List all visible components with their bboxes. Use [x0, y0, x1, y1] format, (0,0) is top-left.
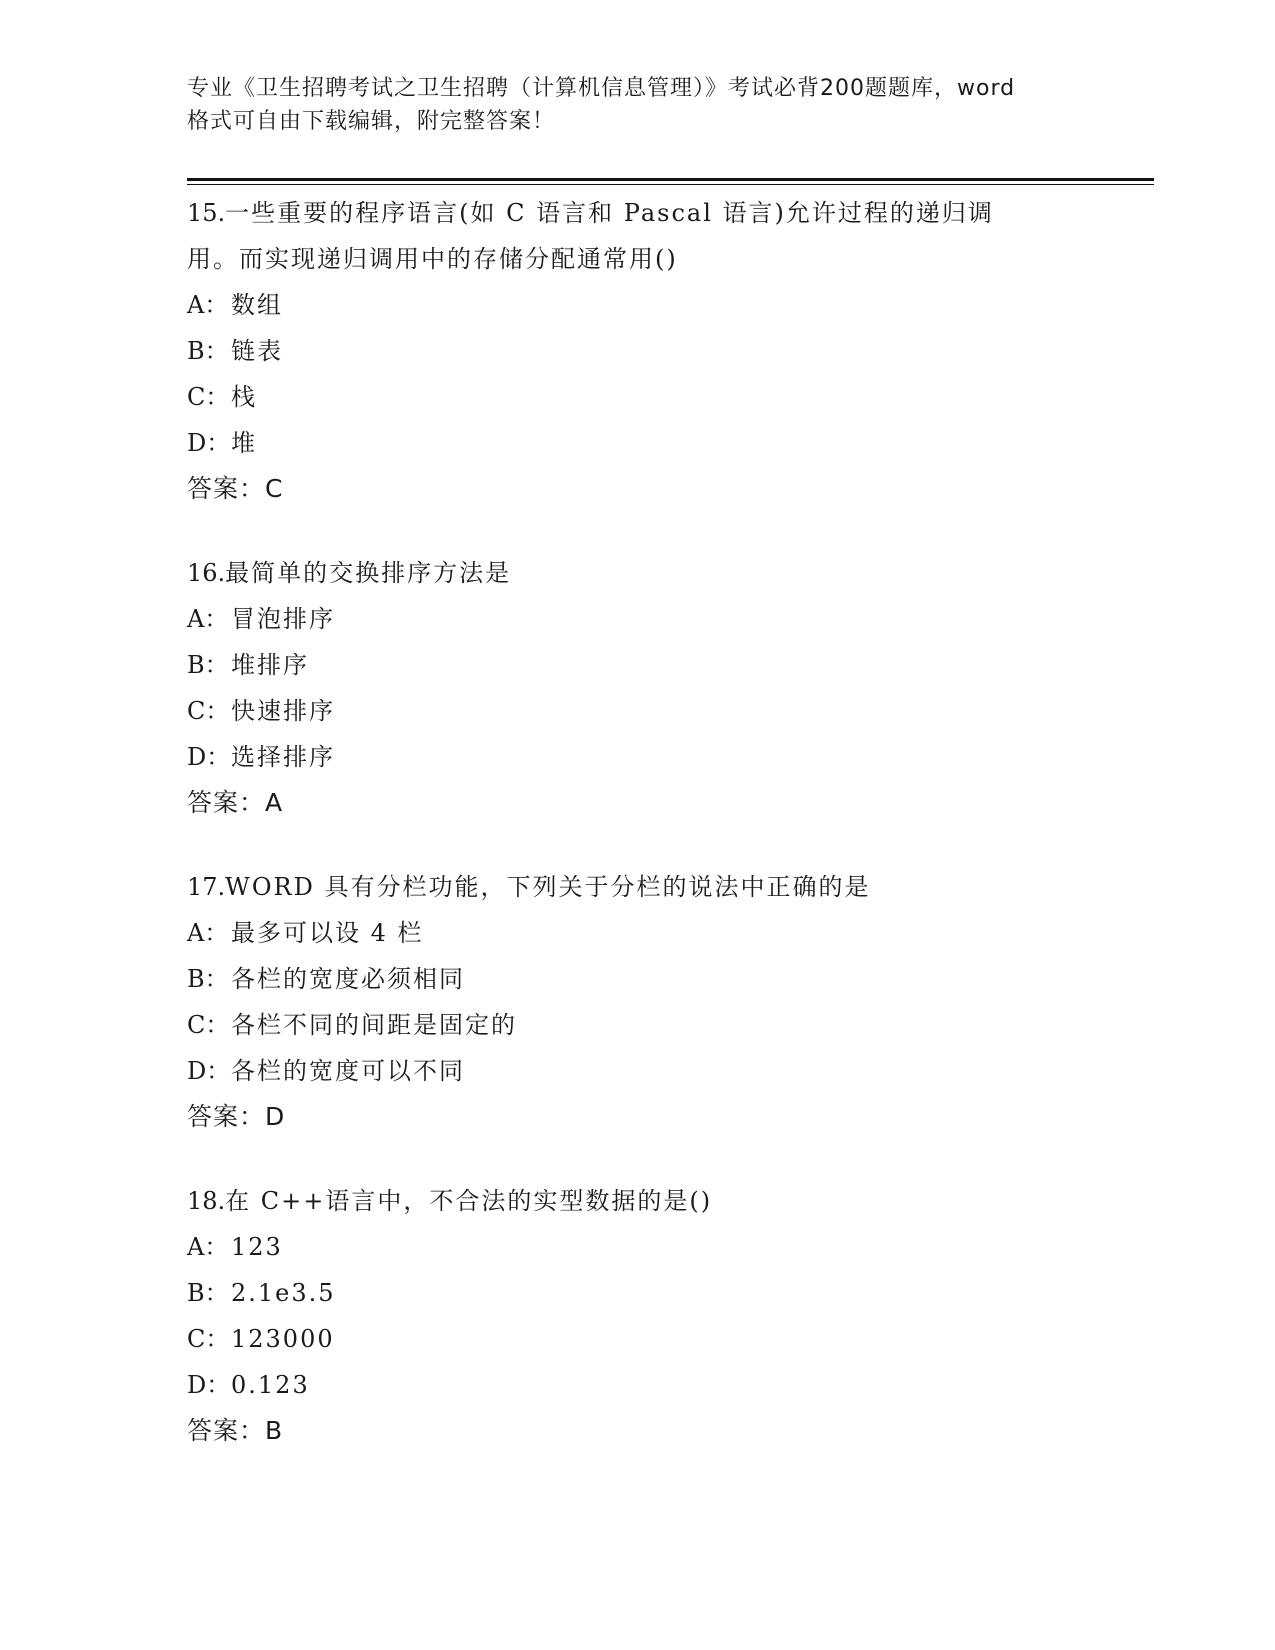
- option-key: C：: [187, 1011, 230, 1039]
- question-number: 17.: [187, 873, 226, 901]
- question-list: [187, 190, 1087, 1492]
- option-key: A：: [187, 1233, 229, 1261]
- option-text: 0.123: [231, 1371, 310, 1399]
- option-c: [187, 688, 1087, 734]
- option-a: [187, 282, 1087, 328]
- option-d: [187, 1048, 1087, 1094]
- option-text: 堆: [231, 429, 257, 457]
- option-key: D：: [187, 743, 231, 771]
- option-text: 数组: [231, 291, 283, 319]
- option-a: [187, 1224, 1087, 1270]
- option-c: [187, 1316, 1087, 1362]
- question-stem-text: 一些重要的程序语言(如 C 语言和 Pascal 语言)允许过程的递归调: [225, 199, 994, 227]
- question-stem: [187, 1178, 1087, 1224]
- question-stem-continued: 用。而实现递归调用中的存储分配通常用(): [187, 245, 678, 273]
- question-17: [187, 864, 1087, 1140]
- option-c: [187, 374, 1087, 420]
- option-key: C：: [187, 697, 230, 725]
- question-stem-text: 在 C++语言中，不合法的实型数据的是(): [225, 1187, 713, 1215]
- question-stem: [187, 864, 1087, 910]
- option-b: [187, 328, 1087, 374]
- question-number: 15.: [187, 199, 226, 227]
- option-a: [187, 596, 1087, 642]
- header-line-1: 专业《卫生招聘考试之卫生招聘（计算机信息管理）》考试必背200题题库，word: [187, 76, 1016, 101]
- document-header: [187, 72, 1107, 138]
- header-divider-thick: [187, 178, 1154, 181]
- option-key: A：: [187, 919, 229, 947]
- option-text: 堆排序: [231, 651, 309, 679]
- option-d: [187, 734, 1087, 780]
- option-text: 2.1e3.5: [231, 1279, 336, 1307]
- option-d: [187, 1362, 1087, 1408]
- option-c: [187, 1002, 1087, 1048]
- option-d: [187, 420, 1087, 466]
- option-text: 各栏不同的间距是固定的: [231, 1011, 517, 1039]
- answer-line: 答案：A: [187, 788, 284, 817]
- answer-line: 答案：D: [187, 1102, 286, 1131]
- option-text: 冒泡排序: [231, 605, 335, 633]
- option-b: [187, 642, 1087, 688]
- question-18: [187, 1178, 1087, 1454]
- option-key: B：: [187, 337, 229, 365]
- option-key: B：: [187, 1279, 229, 1307]
- option-key: B：: [187, 965, 229, 993]
- question-number: 16.: [187, 559, 226, 587]
- option-key: D：: [187, 429, 231, 457]
- question-stem: [187, 550, 1087, 596]
- option-text: 123000: [231, 1325, 335, 1353]
- option-key: A：: [187, 605, 229, 633]
- question-stem: [187, 190, 1087, 236]
- option-key: D：: [187, 1371, 231, 1399]
- option-key: D：: [187, 1057, 231, 1085]
- answer-line: 答案：C: [187, 474, 284, 503]
- option-text: 各栏的宽度可以不同: [231, 1057, 465, 1085]
- question-15: [187, 190, 1087, 512]
- question-number: 18.: [187, 1187, 226, 1215]
- question-stem-text: 最简单的交换排序方法是: [225, 559, 512, 587]
- option-text: 栈: [231, 383, 257, 411]
- option-text: 选择排序: [231, 743, 335, 771]
- option-text: 链表: [231, 337, 283, 365]
- option-text: 最多可以设 4 栏: [231, 919, 424, 947]
- option-b: [187, 1270, 1087, 1316]
- header-divider-thin: [187, 184, 1154, 185]
- answer-line: 答案：B: [187, 1416, 284, 1445]
- option-text: 123: [231, 1233, 283, 1261]
- option-a: [187, 910, 1087, 956]
- option-text: 各栏的宽度必须相同: [231, 965, 465, 993]
- option-text: 快速排序: [231, 697, 335, 725]
- option-b: [187, 956, 1087, 1002]
- option-key: B：: [187, 651, 229, 679]
- question-16: [187, 550, 1087, 826]
- option-key: C：: [187, 383, 230, 411]
- option-key: A：: [187, 291, 229, 319]
- question-stem-text: WORD 具有分栏功能，下列关于分栏的说法中正确的是: [225, 873, 871, 901]
- header-line-2: 格式可自由下载编辑，附完整答案！: [187, 109, 556, 134]
- option-key: C：: [187, 1325, 230, 1353]
